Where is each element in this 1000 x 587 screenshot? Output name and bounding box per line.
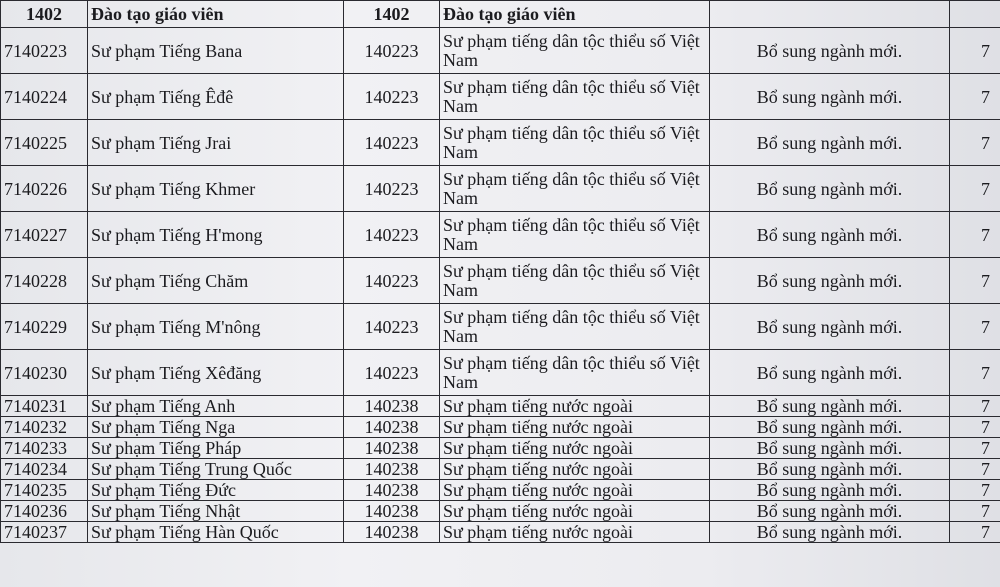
program-name: Sư phạm Tiếng Hàn Quốc — [88, 522, 344, 543]
note: Bổ sung ngành mới. — [710, 438, 950, 459]
level-number: 7 — [950, 501, 1000, 522]
reference-code: 140238 — [344, 480, 440, 501]
table-row — [1, 74, 1000, 120]
note: Bổ sung ngành mới. — [710, 396, 950, 417]
program-code: 7140233 — [1, 438, 88, 459]
group-code-2: 1402 — [344, 1, 440, 28]
note: Bổ sung ngành mới. — [710, 120, 950, 166]
level-number: 7 — [950, 212, 1000, 258]
level-number: 7 — [950, 350, 1000, 396]
reference-name: Sư phạm tiếng dân tộc thiểu số Việt Nam — [440, 212, 710, 258]
program-code: 7140230 — [1, 350, 88, 396]
table-row — [1, 28, 1000, 74]
table-row — [1, 120, 1000, 166]
level-number: 7 — [950, 258, 1000, 304]
reference-code: 140223 — [344, 212, 440, 258]
program-code: 7140237 — [1, 522, 88, 543]
program-code: 7140235 — [1, 480, 88, 501]
reference-code: 140238 — [344, 396, 440, 417]
level-number: 7 — [950, 74, 1000, 120]
program-name: Sư phạm Tiếng Đức — [88, 480, 344, 501]
table-row — [1, 396, 1000, 417]
program-name: Sư phạm Tiếng Khmer — [88, 166, 344, 212]
group-code: 1402 — [1, 1, 88, 28]
reference-code: 140238 — [344, 417, 440, 438]
reference-name: Sư phạm tiếng dân tộc thiểu số Việt Nam — [440, 166, 710, 212]
program-name: Sư phạm Tiếng M'nông — [88, 304, 344, 350]
reference-name: Sư phạm tiếng nước ngoài — [440, 438, 710, 459]
note: Bổ sung ngành mới. — [710, 166, 950, 212]
level-number: 7 — [950, 480, 1000, 501]
program-name: Sư phạm Tiếng Jrai — [88, 120, 344, 166]
table-row — [1, 212, 1000, 258]
program-name: Sư phạm Tiếng Trung Quốc — [88, 459, 344, 480]
group-num-cell — [950, 1, 1000, 28]
program-code: 7140224 — [1, 74, 88, 120]
program-name: Sư phạm Tiếng Êđê — [88, 74, 344, 120]
note: Bổ sung ngành mới. — [710, 501, 950, 522]
reference-name: Sư phạm tiếng nước ngoài — [440, 459, 710, 480]
level-number: 7 — [950, 438, 1000, 459]
note: Bổ sung ngành mới. — [710, 480, 950, 501]
level-number: 7 — [950, 28, 1000, 74]
reference-code: 140223 — [344, 28, 440, 74]
reference-name: Sư phạm tiếng dân tộc thiểu số Việt Nam — [440, 74, 710, 120]
note: Bổ sung ngành mới. — [710, 258, 950, 304]
program-code: 7140236 — [1, 501, 88, 522]
table-row — [1, 501, 1000, 522]
level-number: 7 — [950, 522, 1000, 543]
program-name: Sư phạm Tiếng Chăm — [88, 258, 344, 304]
table-row — [1, 459, 1000, 480]
table-row — [1, 417, 1000, 438]
note: Bổ sung ngành mới. — [710, 350, 950, 396]
note: Bổ sung ngành mới. — [710, 212, 950, 258]
note: Bổ sung ngành mới. — [710, 522, 950, 543]
program-name: Sư phạm Tiếng Nga — [88, 417, 344, 438]
level-number: 7 — [950, 396, 1000, 417]
program-name: Sư phạm Tiếng H'mong — [88, 212, 344, 258]
reference-code: 140223 — [344, 74, 440, 120]
level-number: 7 — [950, 166, 1000, 212]
program-code: 7140226 — [1, 166, 88, 212]
program-name: Sư phạm Tiếng Xêđăng — [88, 350, 344, 396]
program-name: Sư phạm Tiếng Pháp — [88, 438, 344, 459]
reference-name: Sư phạm tiếng dân tộc thiểu số Việt Nam — [440, 258, 710, 304]
note: Bổ sung ngành mới. — [710, 28, 950, 74]
reference-code: 140223 — [344, 166, 440, 212]
program-name: Sư phạm Tiếng Bana — [88, 28, 344, 74]
level-number: 7 — [950, 417, 1000, 438]
table-row — [1, 350, 1000, 396]
reference-code: 140223 — [344, 304, 440, 350]
group-name: Đào tạo giáo viên — [88, 1, 344, 28]
level-number: 7 — [950, 459, 1000, 480]
reference-name: Sư phạm tiếng nước ngoài — [440, 417, 710, 438]
reference-name: Sư phạm tiếng nước ngoài — [440, 480, 710, 501]
note: Bổ sung ngành mới. — [710, 74, 950, 120]
note: Bổ sung ngành mới. — [710, 304, 950, 350]
program-code: 7140225 — [1, 120, 88, 166]
table-row — [1, 522, 1000, 543]
reference-code: 140223 — [344, 120, 440, 166]
group-name-2: Đào tạo giáo viên — [440, 1, 710, 28]
note: Bổ sung ngành mới. — [710, 459, 950, 480]
reference-code: 140223 — [344, 350, 440, 396]
reference-name: Sư phạm tiếng dân tộc thiểu số Việt Nam — [440, 350, 710, 396]
program-code: 7140232 — [1, 417, 88, 438]
group-note-cell — [710, 1, 950, 28]
level-number: 7 — [950, 304, 1000, 350]
reference-code: 140223 — [344, 258, 440, 304]
table-row — [1, 166, 1000, 212]
reference-name: Sư phạm tiếng nước ngoài — [440, 501, 710, 522]
program-name: Sư phạm Tiếng Anh — [88, 396, 344, 417]
reference-code: 140238 — [344, 501, 440, 522]
reference-name: Sư phạm tiếng nước ngoài — [440, 396, 710, 417]
reference-name: Sư phạm tiếng dân tộc thiểu số Việt Nam — [440, 304, 710, 350]
program-code: 7140223 — [1, 28, 88, 74]
program-code: 7140229 — [1, 304, 88, 350]
program-code: 7140228 — [1, 258, 88, 304]
level-number: 7 — [950, 120, 1000, 166]
note: Bổ sung ngành mới. — [710, 417, 950, 438]
table-row — [1, 304, 1000, 350]
table-row — [1, 258, 1000, 304]
program-code: 7140231 — [1, 396, 88, 417]
reference-code: 140238 — [344, 438, 440, 459]
reference-code: 140238 — [344, 522, 440, 543]
reference-name: Sư phạm tiếng nước ngoài — [440, 522, 710, 543]
reference-name: Sư phạm tiếng dân tộc thiểu số Việt Nam — [440, 120, 710, 166]
table-row — [1, 480, 1000, 501]
reference-code: 140238 — [344, 459, 440, 480]
reference-name: Sư phạm tiếng dân tộc thiểu số Việt Nam — [440, 28, 710, 74]
table-row — [1, 438, 1000, 459]
program-code: 7140227 — [1, 212, 88, 258]
group-header-row — [1, 1, 1000, 28]
program-name: Sư phạm Tiếng Nhật — [88, 501, 344, 522]
program-code: 7140234 — [1, 459, 88, 480]
